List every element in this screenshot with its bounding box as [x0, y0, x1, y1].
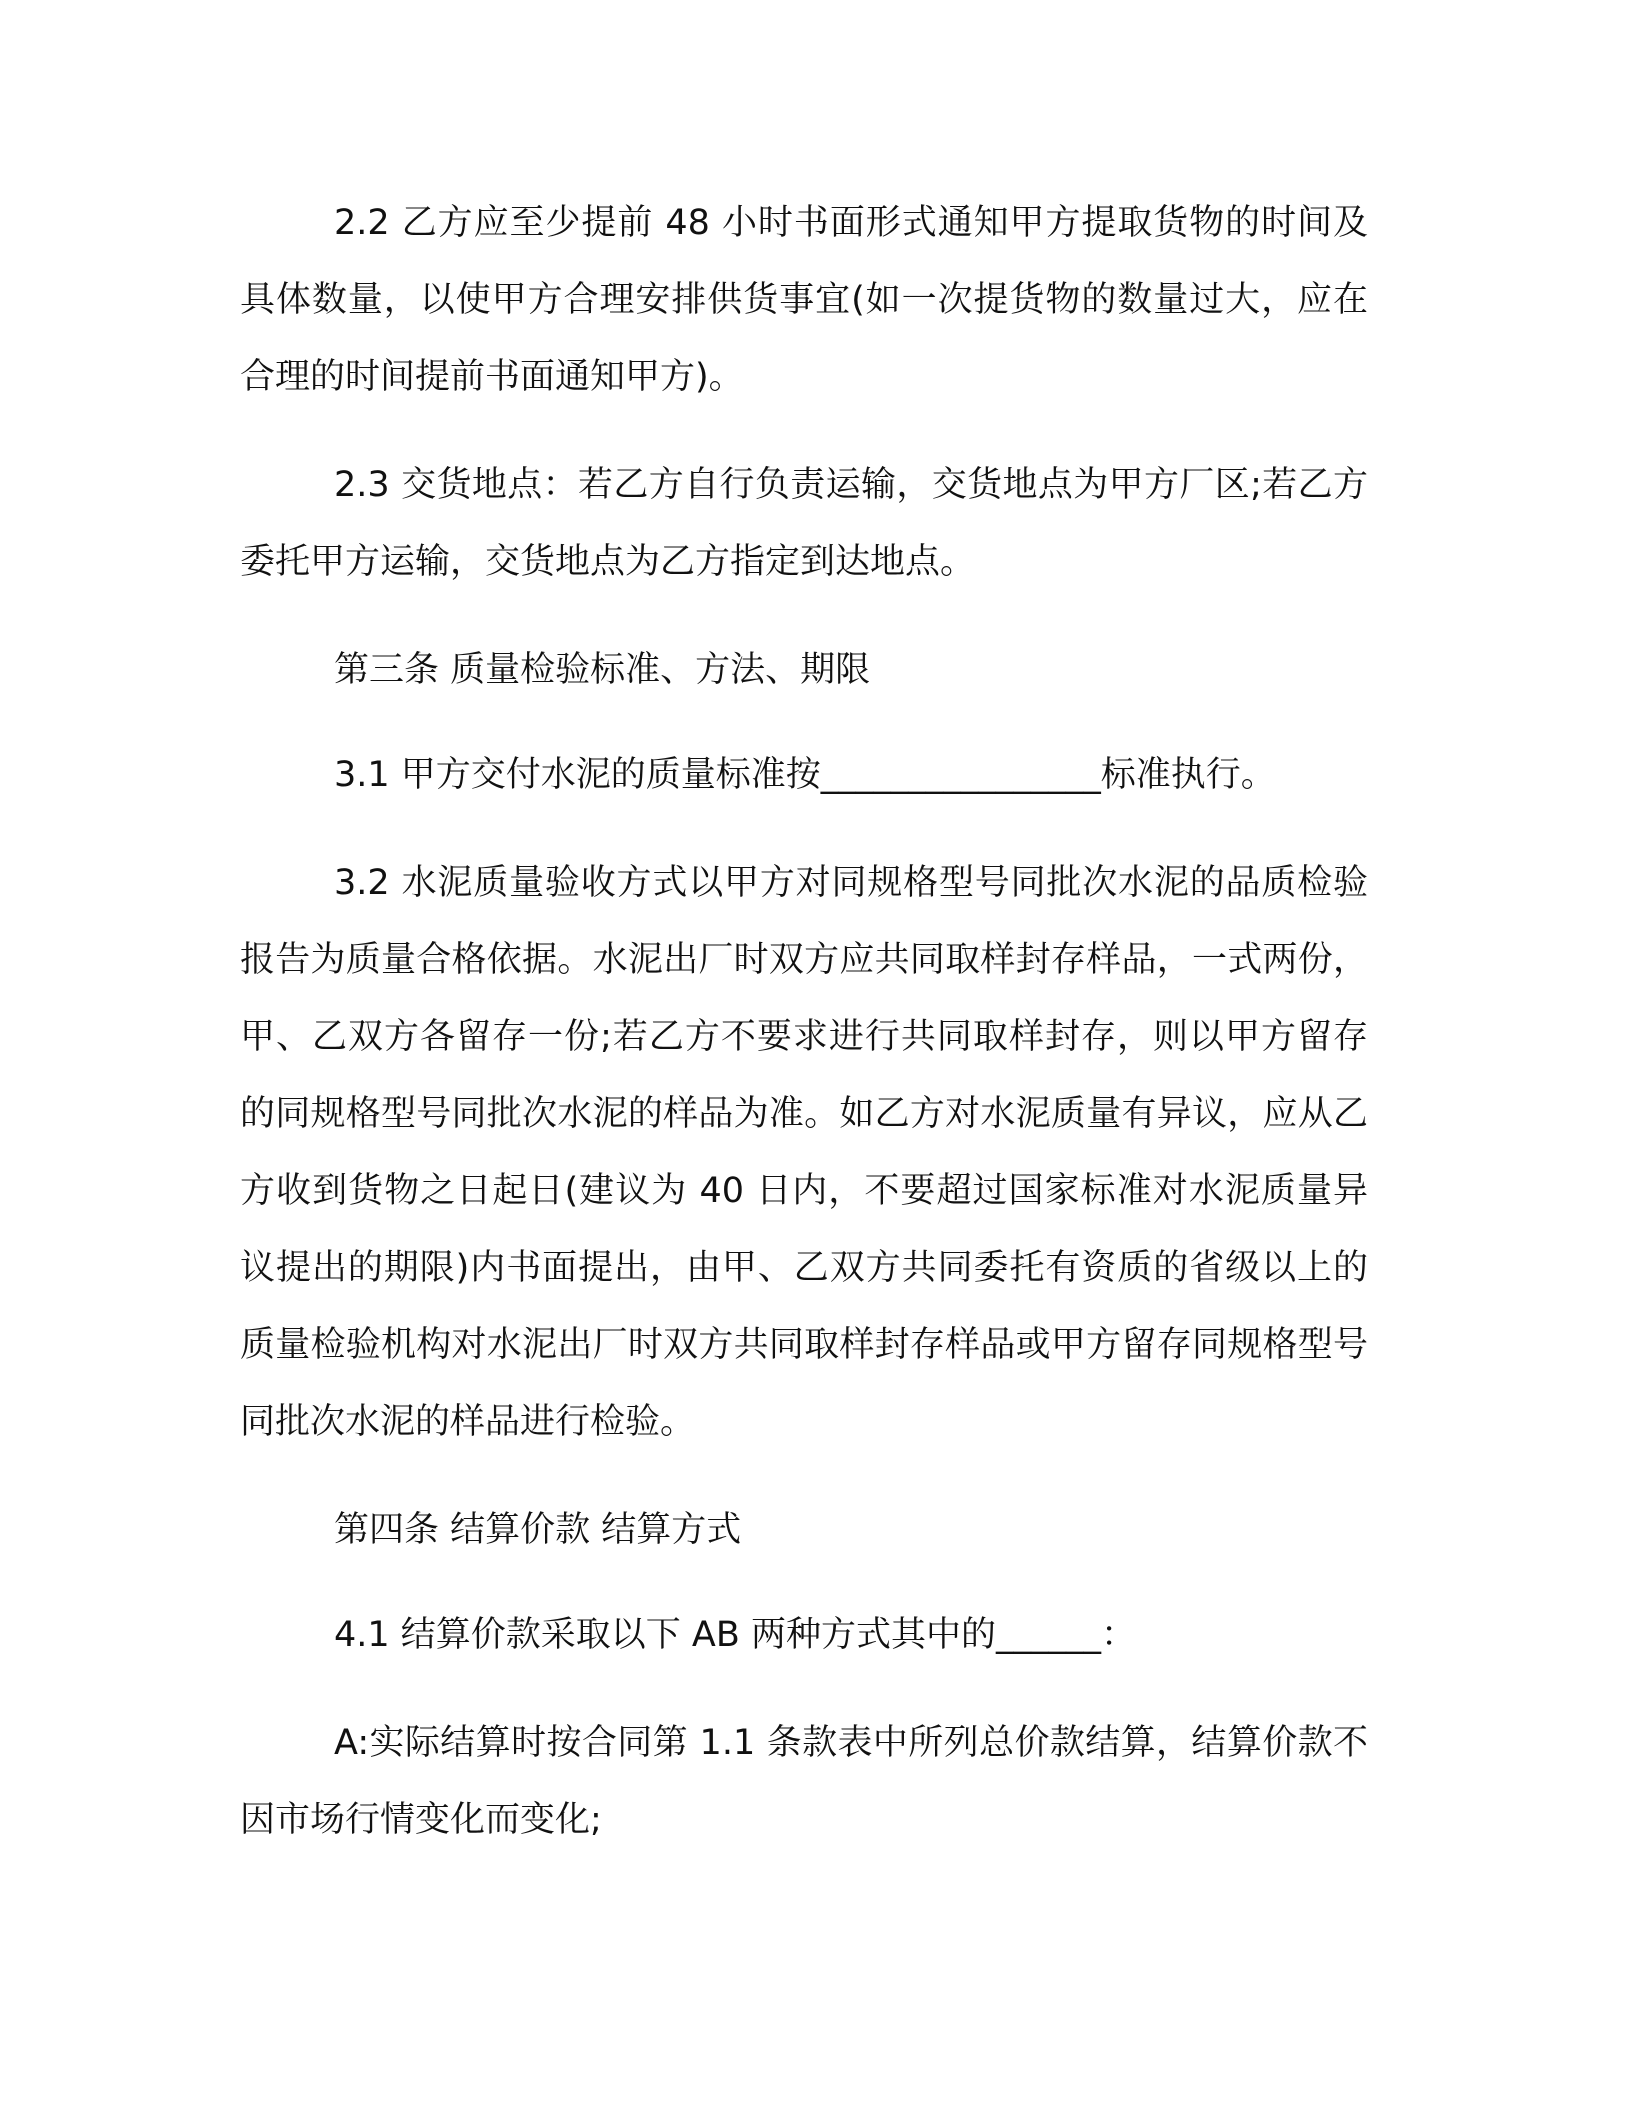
document-body	[240, 185, 1368, 1890]
paragraph-4-1-option-a: A:实际结算时按合同第 1.1 条款表中所列总价款结算，结算价款不因市场行情变化而变化;	[240, 1723, 1368, 1840]
paragraph-2-3: 2.3 交货地点：若乙方自行负责运输，交货地点为甲方厂区;若乙方委托甲方运输，交货地点为乙方指定到达地点。	[240, 465, 1368, 582]
paragraph-4-1: 4.1 结算价款采取以下 AB 两种方式其中的______：	[334, 1615, 1136, 1655]
paragraph-3-2: 3.2 水泥质量验收方式以甲方对同规格型号同批次水泥的品质检验报告为质量合格依据。水泥出厂时双方应共同取样封存样品，一式两份，甲、乙双方各留存一份;若乙方不要求进行共同取样封存，则以甲方留存的同规格型号同批次水泥的样品为准。如乙方对水泥质量有异议，应从乙方收到货物之日起日(建议为 40 日内，不要超过国家标准对水泥质量异议提出的期限)内书面提出，由甲、乙双方共同委托有资质的省级以上的质量检验机构对水泥出厂时双方共同取样封存样品或甲方留存同规格型号同批次水泥的样品进行检验。	[240, 863, 1368, 1442]
article-3-heading: 第三条 质量检验标准、方法、期限	[334, 650, 871, 690]
paragraph-2-2: 2.2 乙方应至少提前 48 小时书面形式通知甲方提取货物的时间及具体数量，以使甲方合理安排供货事宜(如一次提货物的数量过大，应在合理的时间提前书面通知甲方)。	[240, 203, 1368, 397]
paragraph-3-1: 3.1 甲方交付水泥的质量标准按________________标准执行。	[334, 755, 1276, 795]
article-4-heading: 第四条 结算价款 结算方式	[334, 1510, 742, 1550]
